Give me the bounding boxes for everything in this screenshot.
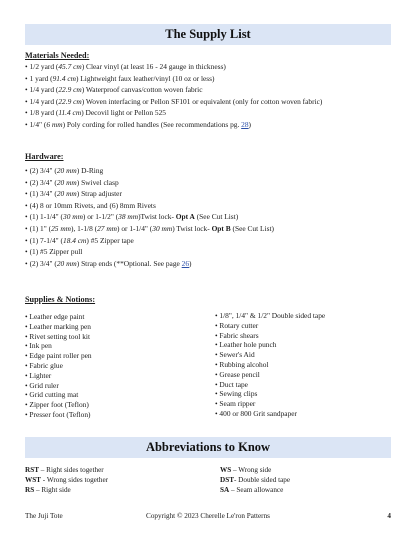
supply-item: • Leather edge paint xyxy=(25,312,85,321)
option-label: Opt A xyxy=(175,212,195,222)
page-number: 4 xyxy=(387,512,391,520)
abbreviation-desc: – Right sides together xyxy=(38,466,104,474)
material-item xyxy=(25,121,322,133)
supply-item: • Grid ruler xyxy=(25,380,59,390)
supply-item: • Seam ripper xyxy=(215,399,256,409)
hardware-list xyxy=(25,167,274,271)
item-text: (1) 1" ( xyxy=(29,223,52,233)
bullet: • xyxy=(25,73,28,83)
item-text: ) Decovil light or Pellon 525 xyxy=(81,108,166,118)
item-text: ) Lightweight faux leather/vinyl (10 oz or less) xyxy=(75,73,215,83)
supplies-left-list xyxy=(25,313,92,421)
supply-list-banner xyxy=(25,24,391,45)
bullet: • xyxy=(25,212,28,222)
metric-measure: 38 mm xyxy=(118,212,139,222)
item-text: (2) 3/4" ( xyxy=(29,177,57,187)
supply-item: • Grid cutting mat xyxy=(25,390,79,400)
bullet: • xyxy=(25,258,28,268)
item-text: (See Cut List) xyxy=(230,223,274,233)
metric-measure: 45.7 cm xyxy=(58,62,82,71)
hardware-heading: Hardware: xyxy=(25,152,64,161)
abbreviation-key: SA xyxy=(220,485,230,494)
bullet: • xyxy=(25,119,28,129)
abbreviation-desc: – Seam allowance xyxy=(229,485,284,494)
bullet: • xyxy=(25,62,28,71)
supply-item: • 400 or 800 Grit sandpaper xyxy=(215,408,298,418)
supplies-right-list xyxy=(215,312,325,420)
metric-measure: 30 mm xyxy=(152,223,173,233)
item-text: ) Twist lock- xyxy=(172,223,212,233)
abbreviation-desc: - Wrong sides together xyxy=(40,475,109,484)
metric-measure: 91.4 cm xyxy=(52,73,76,83)
item-text: (2) 3/4" ( xyxy=(29,166,57,175)
supply-item: • Lighter xyxy=(25,370,52,380)
item-text: (4) 8 or 10mm Rivets, and (6) 8mm Rivets xyxy=(29,200,156,210)
bullet: • xyxy=(25,166,28,175)
item-text: 1/4 yard ( xyxy=(29,85,59,95)
metric-measure: 30 mm xyxy=(63,212,83,222)
metric-measure: 20 mm xyxy=(56,177,77,187)
supply-item: • Leather hole punch xyxy=(215,340,277,350)
item-text: ) Poly cording for rolled handles (See recommendations pg. xyxy=(62,119,242,129)
bullet: • xyxy=(25,247,28,257)
item-text: 1/8 yard ( xyxy=(29,108,59,118)
item-text: ) or 1-1/2" ( xyxy=(82,212,119,222)
item-text: 1/2 yard ( xyxy=(29,62,59,71)
abbreviations-banner xyxy=(25,437,391,458)
supply-item: • Rivet setting tool kit xyxy=(25,331,90,341)
option-label: Opt B xyxy=(211,223,231,233)
abbreviation-key: RS xyxy=(25,485,35,494)
materials-list xyxy=(25,63,322,133)
supply-item: • Sewing clips xyxy=(215,389,258,399)
abbreviations-title: Abbreviations to Know xyxy=(145,440,271,455)
abbreviation-desc: - Double sided tape xyxy=(233,475,291,484)
item-text: ) or 1-1/4" ( xyxy=(117,223,153,233)
metric-measure: 6 mm xyxy=(46,119,63,129)
abbreviations-left-list xyxy=(25,467,108,496)
item-text: ) #5 Zipper tape xyxy=(86,235,134,245)
bullet: • xyxy=(25,108,28,118)
abbreviation-key: RST xyxy=(25,466,39,474)
item-text: (See Cut List) xyxy=(194,212,239,222)
metric-measure: 11.4 cm xyxy=(58,108,82,118)
item-text: 1 yard ( xyxy=(29,73,53,83)
item-text: 1/4 yard ( xyxy=(29,96,59,106)
supply-item: • Duct tape xyxy=(215,379,248,389)
item-text: (1) 1-1/4" ( xyxy=(29,212,63,222)
supply-item: • Fabric shears xyxy=(215,330,259,340)
item-text: ) D-Ring xyxy=(76,166,104,175)
metric-measure: 20 mm xyxy=(56,189,77,199)
item-text: ) Waterproof canvas/cotton woven fabric xyxy=(81,85,203,95)
supply-item: • Edge paint roller pen xyxy=(25,351,92,361)
item-text: ) xyxy=(189,258,192,268)
bullet: • xyxy=(25,85,28,95)
item-text: 1/4" ( xyxy=(29,119,47,129)
bullet: • xyxy=(25,223,28,233)
abbreviation-item xyxy=(25,487,108,497)
bullet: • xyxy=(25,96,28,106)
item-text: ) xyxy=(248,119,252,129)
metric-measure: 25 mm xyxy=(51,223,72,233)
metric-measure: 22.9 cm xyxy=(58,85,82,95)
footer-copyright: Copyright © 2023 Cherelle Le'ron Patterns xyxy=(146,512,270,520)
abbreviation-item xyxy=(220,487,290,497)
supply-list-title: The Supply List xyxy=(165,27,251,42)
supply-item: • Grease pencil xyxy=(215,369,260,379)
supply-item: • Rubbing alcohol xyxy=(215,359,269,369)
item-text: ) Strap adjuster xyxy=(76,189,122,199)
supply-item: • Sewer's Aid xyxy=(215,350,255,360)
bullet: • xyxy=(25,235,28,245)
bullet: • xyxy=(25,177,28,187)
item-text: (1) 3/4" ( xyxy=(29,189,57,199)
supply-item: • Leather marking pen xyxy=(25,321,91,331)
item-text: )Twist lock- xyxy=(138,212,176,222)
item-text: (1) #5 Zipper pull xyxy=(29,247,83,257)
abbreviations-right-list xyxy=(220,467,290,496)
abbreviation-key: WST xyxy=(25,475,41,484)
item-text: ) Woven interfacing or Pellon SF101 or equivalent (only for cotton woven fabric) xyxy=(81,96,323,106)
supply-item: • Ink pen xyxy=(25,341,52,351)
item-text: ) Swivel clasp xyxy=(76,177,119,187)
metric-measure: 18.4 cm xyxy=(63,235,87,245)
item-text: ), 1-1/8 ( xyxy=(71,223,98,233)
page-link[interactable]: 28 xyxy=(241,119,249,129)
supply-item: • 1/8", 1/4" & 1/2" Double sided tape xyxy=(215,311,326,320)
hardware-item xyxy=(25,260,274,272)
supply-item: • Rotary cutter xyxy=(215,320,259,330)
materials-heading: Materials Needed: xyxy=(25,51,90,60)
bullet: • xyxy=(25,189,28,199)
supply-item: • Fabric glue xyxy=(25,360,63,370)
supply-item: • Presser foot (Teflon) xyxy=(25,409,91,419)
item-text: ) Strap ends (**Optional. See page xyxy=(76,258,182,268)
metric-measure: 20 mm xyxy=(56,258,77,268)
metric-measure: 20 mm xyxy=(56,166,77,175)
abbreviation-key: WS xyxy=(220,466,232,474)
item-text: (2) 3/4" ( xyxy=(29,258,57,268)
supplies-heading: Supplies & Notions: xyxy=(25,295,96,304)
metric-measure: 27 mm xyxy=(97,223,118,233)
bullet: • xyxy=(25,200,28,210)
supply-item: • Zipper foot (Teflon) xyxy=(25,400,89,410)
page-link[interactable]: 26 xyxy=(181,258,190,268)
abbreviation-desc: – Right side xyxy=(34,485,71,494)
item-text: (1) 7-1/4" ( xyxy=(29,235,63,245)
item-text: ) Clear vinyl (at least 16 - 24 gauge in thickness) xyxy=(81,62,226,71)
abbreviation-key: DST xyxy=(220,475,234,484)
metric-measure: 22.9 cm xyxy=(58,96,82,106)
abbreviation-desc: – Wrong side xyxy=(231,466,272,474)
footer-pattern-name: The Juji Tote xyxy=(25,512,63,520)
